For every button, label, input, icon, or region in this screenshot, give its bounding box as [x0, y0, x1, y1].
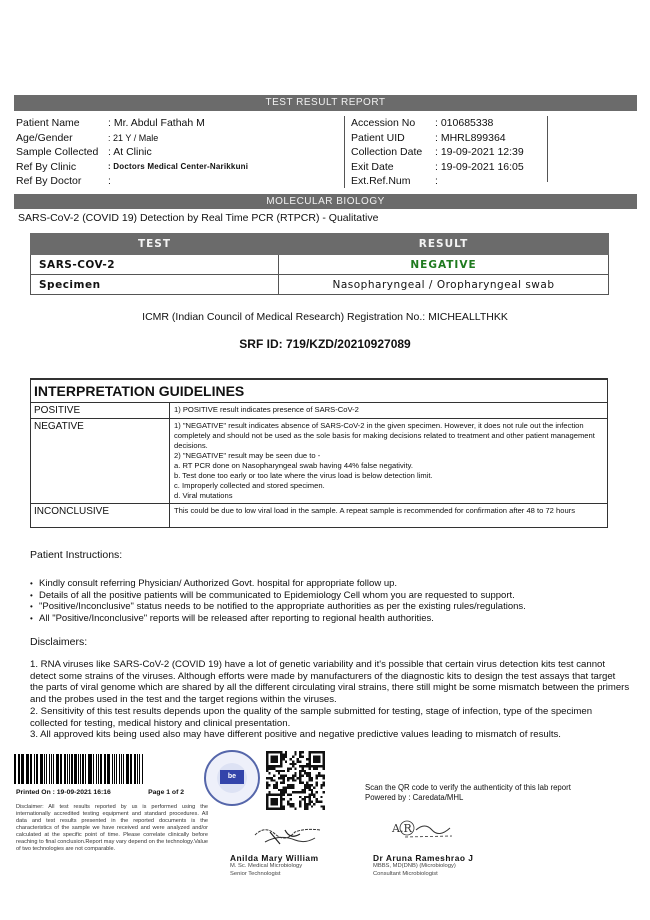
signatory-technologist — [230, 853, 319, 878]
negative-desc-1: 1) "NEGATIVE" result indicates absence of SARS-CoV-2 in the given specimen. However, it does not rule out the infection completely and should not be used as the sole basis for making decisions related to treatment and other patient management decisions. — [174, 421, 595, 450]
label: Patient UID — [351, 131, 405, 144]
table-row — [31, 419, 608, 504]
patient-name-value: : Mr. Abdul Fathah M — [108, 117, 205, 129]
negative-desc-c: c. Improperly collected and stored specimen. — [174, 481, 325, 490]
qr-code-icon — [266, 751, 325, 810]
positive-desc: 1) POSITIVE result indicates presence of SARS-CoV-2 — [174, 405, 359, 414]
ref-doctor-row — [16, 174, 248, 189]
label: Collection Date — [351, 146, 423, 158]
svg-text:A.R: A.R — [392, 822, 412, 835]
patient-info-left — [16, 116, 248, 189]
signatory-name: Anilda Mary William — [230, 853, 319, 863]
ref-clinic-row — [16, 160, 248, 175]
ref-doctor-value: : — [108, 175, 111, 187]
seal-logo: be — [220, 770, 244, 784]
page-number: Page 1 of 2 — [148, 789, 184, 796]
report-title-bar: TEST RESULT REPORT — [14, 95, 637, 111]
test-name: SARS-COV-2 — [31, 255, 279, 275]
negative-desc-2: 2) "NEGATIVE" result may be seen due to - — [174, 451, 321, 460]
inconclusive-desc: This could be due to low viral load in the sample. A repeat sample is recommended for confirmation after 48 to 72 hours — [174, 506, 575, 515]
divider — [344, 116, 345, 188]
patient-instructions-title: Patient Instructions: — [30, 549, 123, 561]
powered-by: Powered by : Caredata/MHL — [365, 793, 464, 802]
collection-date-row — [351, 145, 524, 160]
fine-print-disclaimer: Disclaimer: All test results reported by us is performed using the internationally accredited testing equipment and standard procedures. All data and test results presented in the reported documents is the characteristics of the sample we have received and were analyzed and/or calculated at the specific point of time. Please correlate clinically before reaching to final conclusion.Report may vary depend on the technology.Value of two technologies are not comparable. — [16, 804, 208, 852]
barcode — [14, 754, 144, 784]
disclaimers-title: Disclaimers: — [30, 636, 88, 648]
col-test: TEST — [31, 234, 279, 255]
qr-caption — [365, 783, 571, 803]
disclaimer-item: 1. RNA viruses like SARS-CoV-2 (COVID 19) have a lot of genetic variability and it's possible that certain virus detection kits test cannot detect some strains of the viruses. Although efforts were made by manufacturers of the diagnostic kits to design the test assays that target the parts of viral genome which are shared by all the different circulating viral strains, there still might be some mismatch between the primers and the probes used in the test and the target regions within the viruses. — [30, 659, 630, 706]
table-row — [31, 403, 608, 419]
interpretation-table — [30, 378, 608, 528]
age-gender-value: : 21 Y / Male — [108, 132, 159, 143]
label: Ref By Doctor — [16, 175, 82, 187]
table-row — [31, 255, 609, 275]
signatory-qualification: M. Sc. Medical Microbiology — [230, 863, 303, 869]
table-row — [31, 275, 609, 295]
age-gender-row — [16, 131, 248, 146]
negative-desc-b: b. Test done too early or too late where the virus load is below detection limit. — [174, 471, 433, 480]
signature-icon — [250, 820, 330, 850]
exit-date-row — [351, 160, 524, 175]
sample-collected-row — [16, 145, 248, 160]
category-inconclusive: INCONCLUSIVE — [31, 504, 170, 528]
sample-collected-value: : At Clinic — [108, 146, 152, 158]
patient-instructions-list — [30, 578, 526, 624]
ref-clinic-value: : Doctors Medical Center-Narikkuni — [108, 161, 249, 171]
signatory-role: Consultant Microbiologist — [373, 870, 438, 877]
signatory-microbiologist — [373, 853, 473, 878]
accession-value: : 010685338 — [435, 117, 494, 129]
signatory-qualification: MBBS, MD(DNB) (Microbiology) — [373, 863, 456, 869]
exit-date-value: : 19-09-2021 16:05 — [435, 160, 524, 173]
category-positive: POSITIVE — [31, 403, 170, 419]
result-table — [30, 233, 609, 295]
signature-icon — [390, 818, 460, 840]
list-item: • All "Positive/Inconclusive" reports will be released after reporting to regional health authorities. — [30, 613, 526, 625]
negative-desc-a: a. RT PCR done on Nasopharyngeal swab having 44% false negativity. — [174, 461, 413, 470]
disclaimer-item: 3. All approved kits being used also may have different positive and negative predictive values leading to mismatch of results. — [30, 729, 561, 741]
test-method: SARS-CoV-2 (COVID 19) Detection by Real Time PCR (RTPCR) - Qualitative — [18, 212, 379, 224]
list-item: • Details of all the positive patients will be communicated to Epidemiology Cell whom you are requested to support. — [30, 590, 526, 602]
signatory-name: Dr Aruna Rameshrao J — [373, 853, 474, 863]
patient-uid-value: : MHRL899364 — [435, 131, 506, 144]
patient-uid-row — [351, 131, 524, 146]
category-negative: NEGATIVE — [31, 419, 170, 504]
patient-name-row — [16, 116, 248, 131]
section-title-bar: MOLECULAR BIOLOGY — [14, 194, 637, 209]
label: Ref By Clinic — [16, 160, 77, 173]
srf-id: SRF ID: 719/KZD/20210927089 — [239, 337, 411, 351]
label: Accession No — [351, 117, 416, 129]
label: Age/Gender — [16, 131, 73, 144]
ext-ref-row — [351, 174, 524, 189]
print-info — [16, 789, 206, 796]
specimen-label: Specimen — [31, 275, 279, 295]
collection-date-value: : 19-09-2021 12:39 — [435, 146, 524, 158]
divider — [547, 116, 548, 182]
interpretation-title: INTERPRETATION GUIDELINES — [31, 379, 608, 403]
printed-on: Printed On : 19-09-2021 16:16 — [16, 789, 111, 796]
result-negative: NEGATIVE — [410, 258, 477, 271]
ext-ref-value: : — [435, 175, 438, 187]
label: Exit Date — [351, 160, 394, 173]
lab-seal-icon — [204, 750, 260, 806]
specimen-value: Nasopharyngeal / Oropharyngeal swab — [279, 275, 609, 295]
icmr-registration: ICMR (Indian Council of Medical Research) Registration No.: MICHEALLTHKK — [142, 311, 508, 323]
label: Ext.Ref.Num — [351, 175, 411, 187]
qr-verify-text: Scan the QR code to verify the authenticity of this lab report — [365, 783, 571, 792]
result-table-header — [31, 234, 609, 255]
list-item: • "Positive/Inconclusive" status needs to be notified to the appropriate authorities as per the existing rules/regulations. — [30, 601, 526, 613]
label: Sample Collected — [16, 146, 99, 158]
signatory-role: Senior Technologist — [230, 870, 281, 877]
disclaimers-body — [30, 659, 630, 741]
table-row — [31, 504, 608, 528]
col-result: RESULT — [279, 234, 609, 255]
negative-desc-d: d. Viral mutations — [174, 491, 233, 500]
disclaimer-item: 2. Sensitivity of this test results depends upon the quality of the sample submitted for testing, stage of infection, type of the specimen collected for testing, medical history and clinical presentation. — [30, 705, 593, 729]
patient-info-right — [351, 116, 524, 189]
label: Patient Name — [16, 117, 80, 129]
accession-row — [351, 116, 524, 131]
list-item: • Kindly consult referring Physician/ Authorized Govt. hospital for appropriate follow up. — [30, 578, 526, 590]
